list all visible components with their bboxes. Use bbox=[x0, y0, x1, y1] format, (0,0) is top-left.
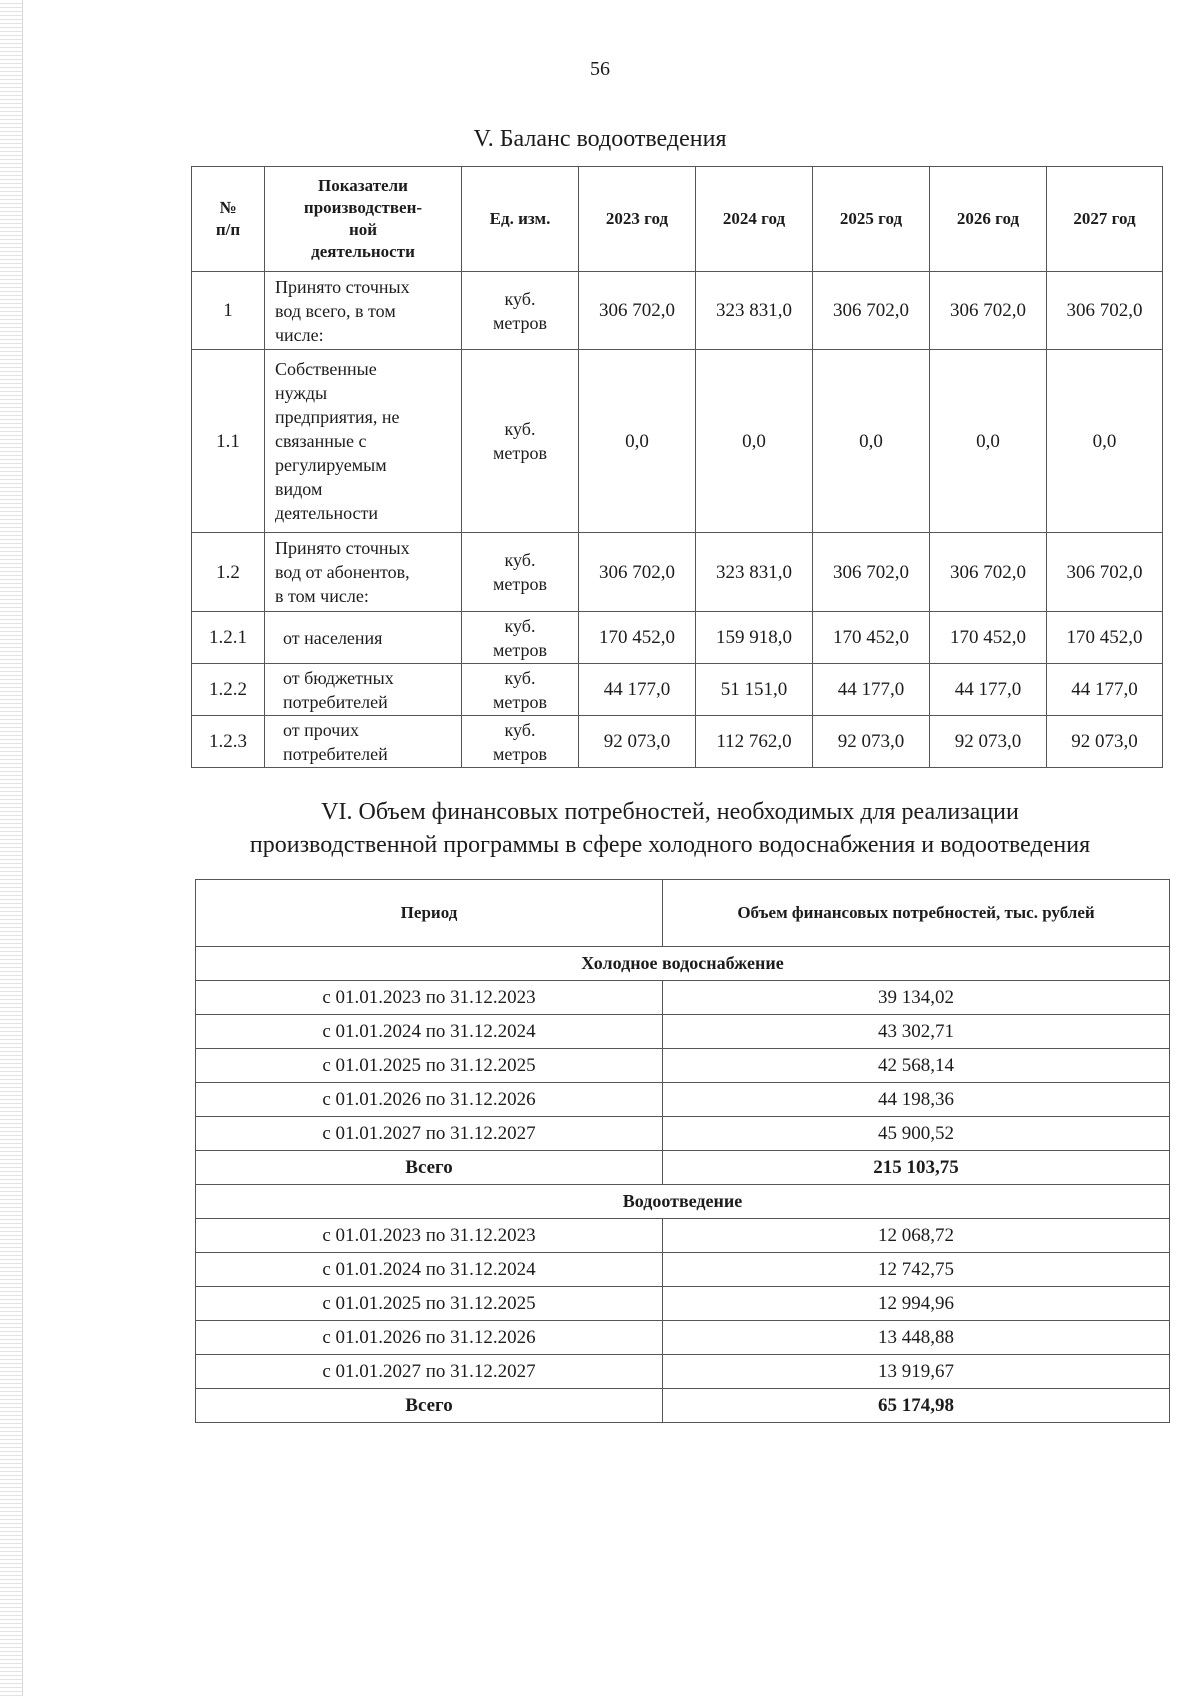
row-value: 44 177,0 bbox=[813, 664, 930, 716]
table-row bbox=[192, 350, 1163, 533]
row-unit: куб. метров bbox=[462, 533, 579, 612]
table-row bbox=[196, 1321, 1170, 1355]
table-row bbox=[196, 981, 1170, 1015]
amount-cell: 45 900,52 bbox=[663, 1117, 1170, 1151]
table-row bbox=[196, 1219, 1170, 1253]
table-row bbox=[196, 1083, 1170, 1117]
header-year: 2023 год bbox=[579, 167, 696, 272]
row-value: 170 452,0 bbox=[1047, 612, 1163, 664]
total-row bbox=[196, 1151, 1170, 1185]
section-row bbox=[196, 1185, 1170, 1219]
section-row bbox=[196, 947, 1170, 981]
amount-cell: 12 742,75 bbox=[663, 1253, 1170, 1287]
row-value: 306 702,0 bbox=[930, 533, 1047, 612]
row-value: 306 702,0 bbox=[1047, 272, 1163, 350]
header-period: Период bbox=[196, 880, 663, 947]
amount-cell: 44 198,36 bbox=[663, 1083, 1170, 1117]
row-label: от прочих потребителей bbox=[265, 716, 462, 768]
amount-cell: 42 568,14 bbox=[663, 1049, 1170, 1083]
row-value: 51 151,0 bbox=[696, 664, 813, 716]
row-unit: куб. метров bbox=[462, 612, 579, 664]
row-value: 92 073,0 bbox=[579, 716, 696, 768]
amount-cell: 13 448,88 bbox=[663, 1321, 1170, 1355]
header-indicator: Показатели производствен- ной деятельности bbox=[265, 167, 462, 272]
row-number: 1 bbox=[192, 272, 265, 350]
row-value: 0,0 bbox=[1047, 350, 1163, 533]
period-cell: с 01.01.2025 по 31.12.2025 bbox=[196, 1287, 663, 1321]
period-cell: с 01.01.2024 по 31.12.2024 bbox=[196, 1015, 663, 1049]
row-unit: куб. метров bbox=[462, 664, 579, 716]
header-amount: Объем финансовых потребностей, тыс. рублей bbox=[663, 880, 1170, 947]
total-label: Всего bbox=[196, 1151, 663, 1185]
row-value: 0,0 bbox=[579, 350, 696, 533]
row-value: 306 702,0 bbox=[813, 533, 930, 612]
period-cell: с 01.01.2025 по 31.12.2025 bbox=[196, 1049, 663, 1083]
row-label: от бюджетных потребителей bbox=[265, 664, 462, 716]
row-value: 306 702,0 bbox=[579, 533, 696, 612]
table-row bbox=[196, 1049, 1170, 1083]
table-row bbox=[196, 1355, 1170, 1389]
row-label: Принято сточных вод всего, в том числе: bbox=[265, 272, 462, 350]
row-value: 44 177,0 bbox=[579, 664, 696, 716]
row-value: 170 452,0 bbox=[813, 612, 930, 664]
section-6-title: VI. Объем финансовых потребностей, необходимых для реализации производственной программы в сфере холодного водоснабжения и водоотведения bbox=[249, 799, 1091, 858]
total-label: Всего bbox=[196, 1389, 663, 1423]
row-value: 306 702,0 bbox=[930, 272, 1047, 350]
row-value: 323 831,0 bbox=[696, 272, 813, 350]
row-number: 1.1 bbox=[192, 350, 265, 533]
period-cell: с 01.01.2026 по 31.12.2026 bbox=[196, 1321, 663, 1355]
row-value: 44 177,0 bbox=[930, 664, 1047, 716]
amount-cell: 12 994,96 bbox=[663, 1287, 1170, 1321]
row-value: 0,0 bbox=[696, 350, 813, 533]
row-unit: куб. метров bbox=[462, 716, 579, 768]
table-row bbox=[196, 1253, 1170, 1287]
table-row bbox=[192, 664, 1163, 716]
period-cell: с 01.01.2024 по 31.12.2024 bbox=[196, 1253, 663, 1287]
row-label: от населения bbox=[265, 612, 462, 664]
header-unit: Ед. изм. bbox=[462, 167, 579, 272]
header-year: 2024 год bbox=[696, 167, 813, 272]
amount-cell: 43 302,71 bbox=[663, 1015, 1170, 1049]
row-value: 92 073,0 bbox=[930, 716, 1047, 768]
financial-needs-table bbox=[195, 879, 1170, 1423]
section-5-title: V. Баланс водоотведения bbox=[473, 126, 727, 152]
row-value: 323 831,0 bbox=[696, 533, 813, 612]
row-number: 1.2.1 bbox=[192, 612, 265, 664]
row-value: 170 452,0 bbox=[930, 612, 1047, 664]
total-amount: 215 103,75 bbox=[663, 1151, 1170, 1185]
row-number: 1.2 bbox=[192, 533, 265, 612]
row-value: 159 918,0 bbox=[696, 612, 813, 664]
table-row bbox=[192, 612, 1163, 664]
table-row bbox=[196, 1287, 1170, 1321]
header-year: 2027 год bbox=[1047, 167, 1163, 272]
table-row bbox=[192, 533, 1163, 612]
period-cell: с 01.01.2027 по 31.12.2027 bbox=[196, 1355, 663, 1389]
amount-cell: 39 134,02 bbox=[663, 981, 1170, 1015]
row-value: 0,0 bbox=[813, 350, 930, 533]
row-unit: куб. метров bbox=[462, 350, 579, 533]
page-number: 56 bbox=[590, 58, 610, 80]
row-label: Принято сточных вод от абонентов, в том числе: bbox=[265, 533, 462, 612]
header-number: № п/п bbox=[192, 167, 265, 272]
row-value: 44 177,0 bbox=[1047, 664, 1163, 716]
header-year: 2025 год bbox=[813, 167, 930, 272]
period-cell: с 01.01.2023 по 31.12.2023 bbox=[196, 981, 663, 1015]
amount-cell: 13 919,67 bbox=[663, 1355, 1170, 1389]
table-row bbox=[196, 1117, 1170, 1151]
row-value: 306 702,0 bbox=[579, 272, 696, 350]
section-cold-water: Холодное водоснабжение bbox=[196, 947, 1170, 981]
scan-edge bbox=[0, 0, 23, 1696]
table-header-row bbox=[192, 167, 1163, 272]
total-amount: 65 174,98 bbox=[663, 1389, 1170, 1423]
period-cell: с 01.01.2026 по 31.12.2026 bbox=[196, 1083, 663, 1117]
row-value: 306 702,0 bbox=[1047, 533, 1163, 612]
row-unit: куб. метров bbox=[462, 272, 579, 350]
row-value: 170 452,0 bbox=[579, 612, 696, 664]
table-row bbox=[196, 1015, 1170, 1049]
row-value: 0,0 bbox=[930, 350, 1047, 533]
total-row bbox=[196, 1389, 1170, 1423]
period-cell: с 01.01.2027 по 31.12.2027 bbox=[196, 1117, 663, 1151]
period-cell: с 01.01.2023 по 31.12.2023 bbox=[196, 1219, 663, 1253]
row-value: 306 702,0 bbox=[813, 272, 930, 350]
row-number: 1.2.2 bbox=[192, 664, 265, 716]
row-value: 92 073,0 bbox=[1047, 716, 1163, 768]
row-value: 92 073,0 bbox=[813, 716, 930, 768]
table-header-row bbox=[196, 880, 1170, 947]
header-year: 2026 год bbox=[930, 167, 1047, 272]
section-wastewater: Водоотведение bbox=[196, 1185, 1170, 1219]
wastewater-balance-table bbox=[191, 166, 1163, 768]
row-value: 112 762,0 bbox=[696, 716, 813, 768]
row-number: 1.2.3 bbox=[192, 716, 265, 768]
table-row bbox=[192, 716, 1163, 768]
table-row bbox=[192, 272, 1163, 350]
row-label: Собственные нужды предприятия, не связанные с регулируемым видом деятельности bbox=[265, 350, 462, 533]
amount-cell: 12 068,72 bbox=[663, 1219, 1170, 1253]
